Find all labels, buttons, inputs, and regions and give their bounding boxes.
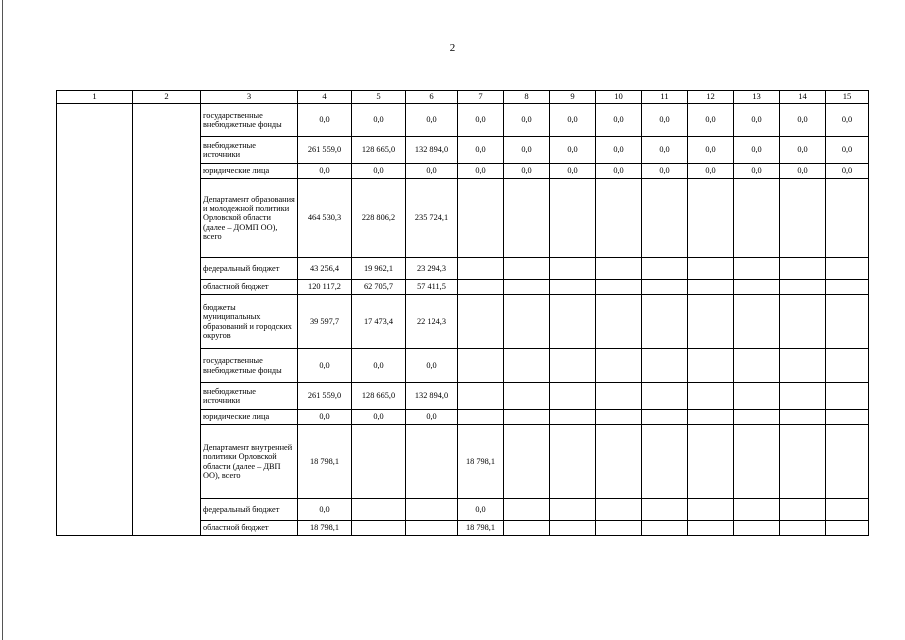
value-cell: 0,0 — [734, 137, 780, 164]
value-cell: 0,0 — [352, 410, 406, 425]
value-cell — [780, 521, 826, 536]
value-cell — [596, 521, 642, 536]
value-cell — [688, 349, 734, 383]
value-cell: 17 473,4 — [352, 295, 406, 349]
value-cell — [504, 179, 550, 258]
value-cell — [688, 280, 734, 295]
value-cell: 128 665,0 — [352, 137, 406, 164]
value-cell: 132 894,0 — [406, 383, 458, 410]
value-cell: 0,0 — [688, 164, 734, 179]
row-label: юридические лица — [201, 410, 298, 425]
column-header: 5 — [352, 91, 406, 104]
value-cell: 132 894,0 — [406, 137, 458, 164]
value-cell: 120 117,2 — [298, 280, 352, 295]
value-cell: 0,0 — [780, 164, 826, 179]
value-cell — [458, 295, 504, 349]
value-cell — [642, 349, 688, 383]
value-cell: 0,0 — [352, 164, 406, 179]
value-cell — [504, 349, 550, 383]
value-cell: 261 559,0 — [298, 383, 352, 410]
value-cell: 0,0 — [406, 104, 458, 137]
budget-table — [56, 90, 869, 536]
value-cell — [780, 425, 826, 499]
value-cell: 0,0 — [596, 164, 642, 179]
value-cell: 0,0 — [642, 164, 688, 179]
value-cell: 0,0 — [352, 349, 406, 383]
column-header: 6 — [406, 91, 458, 104]
value-cell — [826, 425, 869, 499]
column-header: 3 — [201, 91, 298, 104]
value-cell — [780, 383, 826, 410]
value-cell — [734, 280, 780, 295]
value-cell: 0,0 — [406, 410, 458, 425]
row-label: областной бюджет — [201, 280, 298, 295]
value-cell: 0,0 — [406, 164, 458, 179]
value-cell: 0,0 — [550, 137, 596, 164]
value-cell — [596, 383, 642, 410]
value-cell: 0,0 — [734, 164, 780, 179]
value-cell — [780, 179, 826, 258]
value-cell: 0,0 — [298, 410, 352, 425]
value-cell: 0,0 — [780, 137, 826, 164]
value-cell — [550, 258, 596, 280]
value-cell — [504, 425, 550, 499]
row-label: бюджеты муниципальных образований и городских округов — [201, 295, 298, 349]
value-cell — [406, 425, 458, 499]
value-cell: 0,0 — [458, 499, 504, 521]
value-cell: 0,0 — [504, 137, 550, 164]
value-cell — [826, 295, 869, 349]
row-label: Департамент внутренней политики Орловской области (далее – ДВП ОО), всего — [201, 425, 298, 499]
value-cell — [596, 295, 642, 349]
value-cell — [826, 258, 869, 280]
row-label: внебюджетные источники — [201, 137, 298, 164]
value-cell — [458, 383, 504, 410]
value-cell — [642, 499, 688, 521]
value-cell — [550, 349, 596, 383]
value-cell — [826, 499, 869, 521]
value-cell: 39 597,7 — [298, 295, 352, 349]
value-cell: 23 294,3 — [406, 258, 458, 280]
value-cell — [688, 383, 734, 410]
value-cell: 0,0 — [596, 104, 642, 137]
value-cell — [458, 258, 504, 280]
column-header: 12 — [688, 91, 734, 104]
value-cell — [550, 425, 596, 499]
column-header: 2 — [133, 91, 201, 104]
value-cell: 0,0 — [596, 137, 642, 164]
value-cell — [550, 179, 596, 258]
value-cell — [596, 425, 642, 499]
value-cell — [780, 410, 826, 425]
value-cell: 0,0 — [550, 164, 596, 179]
value-cell — [780, 499, 826, 521]
value-cell — [780, 349, 826, 383]
value-cell: 0,0 — [298, 164, 352, 179]
column-header: 9 — [550, 91, 596, 104]
value-cell: 0,0 — [826, 137, 869, 164]
value-cell: 57 411,5 — [406, 280, 458, 295]
value-cell: 0,0 — [780, 104, 826, 137]
value-cell — [642, 425, 688, 499]
value-cell — [550, 295, 596, 349]
value-cell — [734, 521, 780, 536]
value-cell — [596, 499, 642, 521]
value-cell — [780, 258, 826, 280]
value-cell — [642, 521, 688, 536]
row-label: Департамент образования и молодежной политики Орловской области (далее – ДОМП ОО), всего — [201, 179, 298, 258]
column-header: 7 — [458, 91, 504, 104]
value-cell — [734, 179, 780, 258]
value-cell — [688, 521, 734, 536]
value-cell: 22 124,3 — [406, 295, 458, 349]
value-cell — [826, 349, 869, 383]
value-cell — [504, 280, 550, 295]
value-cell: 0,0 — [504, 104, 550, 137]
value-cell — [642, 258, 688, 280]
value-cell: 0,0 — [642, 137, 688, 164]
column-header: 10 — [596, 91, 642, 104]
value-cell — [504, 499, 550, 521]
value-cell — [688, 499, 734, 521]
left-page-rule — [2, 0, 3, 640]
value-cell — [688, 258, 734, 280]
column-header: 11 — [642, 91, 688, 104]
value-cell — [734, 410, 780, 425]
value-cell: 18 798,1 — [458, 521, 504, 536]
value-cell — [458, 179, 504, 258]
value-cell — [596, 280, 642, 295]
value-cell — [642, 295, 688, 349]
row-label: юридические лица — [201, 164, 298, 179]
value-cell: 261 559,0 — [298, 137, 352, 164]
value-cell: 128 665,0 — [352, 383, 406, 410]
value-cell — [688, 179, 734, 258]
value-cell: 43 256,4 — [298, 258, 352, 280]
value-cell — [642, 179, 688, 258]
value-cell — [458, 280, 504, 295]
column-header: 13 — [734, 91, 780, 104]
value-cell — [596, 349, 642, 383]
value-cell — [550, 410, 596, 425]
row-label: областной бюджет — [201, 521, 298, 536]
value-cell — [734, 499, 780, 521]
value-cell — [688, 295, 734, 349]
value-cell — [550, 499, 596, 521]
value-cell — [550, 280, 596, 295]
table-row — [57, 104, 869, 137]
value-cell: 18 798,1 — [298, 521, 352, 536]
value-cell — [352, 521, 406, 536]
value-cell — [826, 521, 869, 536]
value-cell: 0,0 — [826, 104, 869, 137]
value-cell — [550, 521, 596, 536]
value-cell: 0,0 — [298, 349, 352, 383]
value-cell — [352, 499, 406, 521]
value-cell — [826, 179, 869, 258]
value-cell — [826, 383, 869, 410]
value-cell — [642, 383, 688, 410]
value-cell — [734, 425, 780, 499]
value-cell: 0,0 — [688, 137, 734, 164]
value-cell — [596, 179, 642, 258]
value-cell: 0,0 — [458, 137, 504, 164]
column-header: 4 — [298, 91, 352, 104]
value-cell — [734, 383, 780, 410]
value-cell: 0,0 — [826, 164, 869, 179]
value-cell — [504, 258, 550, 280]
value-cell — [826, 280, 869, 295]
value-cell: 18 798,1 — [298, 425, 352, 499]
value-cell: 0,0 — [458, 164, 504, 179]
value-cell — [406, 521, 458, 536]
row-label: внебюджетные источники — [201, 383, 298, 410]
value-cell: 0,0 — [352, 104, 406, 137]
value-cell — [504, 383, 550, 410]
value-cell — [642, 280, 688, 295]
col2-cell — [133, 104, 201, 536]
value-cell — [826, 410, 869, 425]
value-cell: 228 806,2 — [352, 179, 406, 258]
value-cell — [734, 349, 780, 383]
column-header: 15 — [826, 91, 869, 104]
value-cell — [596, 258, 642, 280]
value-cell — [504, 521, 550, 536]
value-cell: 0,0 — [642, 104, 688, 137]
value-cell — [406, 499, 458, 521]
value-cell: 0,0 — [688, 104, 734, 137]
value-cell — [458, 349, 504, 383]
value-cell — [780, 280, 826, 295]
value-cell — [688, 410, 734, 425]
value-cell — [596, 410, 642, 425]
value-cell — [642, 410, 688, 425]
value-cell — [734, 258, 780, 280]
column-header: 8 — [504, 91, 550, 104]
value-cell: 0,0 — [504, 164, 550, 179]
value-cell: 0,0 — [406, 349, 458, 383]
header-row — [57, 91, 869, 104]
value-cell: 0,0 — [298, 104, 352, 137]
value-cell — [688, 425, 734, 499]
row-label: федеральный бюджет — [201, 499, 298, 521]
value-cell: 18 798,1 — [458, 425, 504, 499]
value-cell: 0,0 — [734, 104, 780, 137]
value-cell — [458, 410, 504, 425]
column-header: 14 — [780, 91, 826, 104]
value-cell: 235 724,1 — [406, 179, 458, 258]
value-cell — [780, 295, 826, 349]
value-cell — [504, 410, 550, 425]
value-cell — [504, 295, 550, 349]
row-label: государственные внебюджетные фонды — [201, 349, 298, 383]
row-label: государственные внебюджетные фонды — [201, 104, 298, 137]
row-label: федеральный бюджет — [201, 258, 298, 280]
value-cell: 464 530,3 — [298, 179, 352, 258]
value-cell: 62 705,7 — [352, 280, 406, 295]
col1-cell — [57, 104, 133, 536]
value-cell: 0,0 — [298, 499, 352, 521]
value-cell: 0,0 — [458, 104, 504, 137]
column-header: 1 — [57, 91, 133, 104]
value-cell: 0,0 — [550, 104, 596, 137]
page-number: 2 — [449, 42, 456, 54]
value-cell — [734, 295, 780, 349]
value-cell: 19 962,1 — [352, 258, 406, 280]
value-cell — [352, 425, 406, 499]
value-cell — [550, 383, 596, 410]
